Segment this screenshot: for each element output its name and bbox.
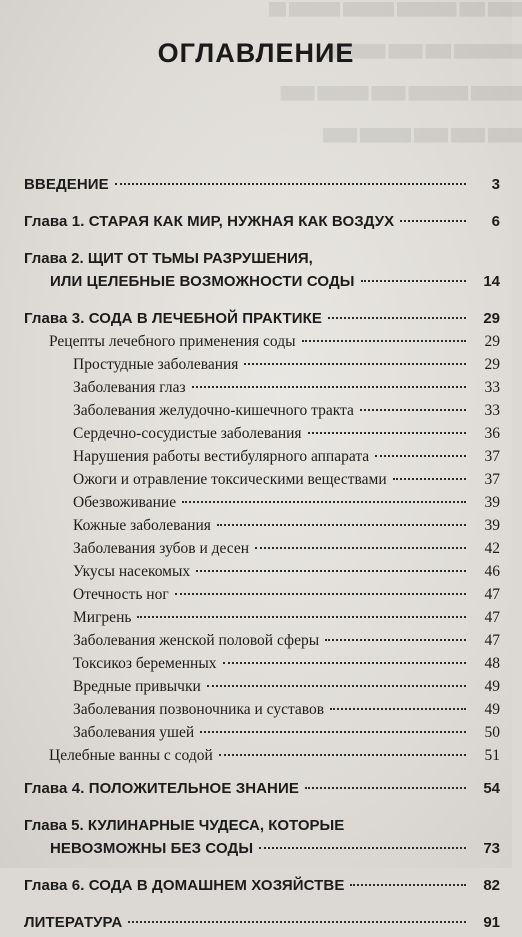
leader-dots bbox=[375, 455, 466, 457]
toc-page-number: 50 bbox=[484, 724, 500, 741]
toc-entry-recipe[interactable] bbox=[24, 632, 500, 655]
leader-dots bbox=[223, 662, 467, 664]
leader-dots bbox=[393, 478, 466, 480]
leader-dots bbox=[325, 639, 466, 641]
page-title: ОГЛАВЛЕНИЕ bbox=[157, 38, 355, 68]
toc-entry-label: Простудные заболевания bbox=[73, 356, 239, 373]
leader-dots bbox=[207, 685, 466, 687]
leader-dots bbox=[182, 501, 466, 503]
toc-page-number: 49 bbox=[484, 701, 500, 718]
leader-dots bbox=[217, 524, 466, 526]
toc-entry-recipe[interactable] bbox=[24, 494, 500, 517]
leader-dots bbox=[196, 570, 466, 572]
toc-page-number: 29 bbox=[484, 356, 500, 373]
toc-entry-label: Глава 4. ПОЛОЖИТЕЛЬНОЕ ЗНАНИЕ bbox=[24, 780, 299, 797]
toc-entry-chapter-2[interactable] bbox=[24, 250, 500, 296]
leader-dots bbox=[128, 921, 466, 923]
toc-entry-recipe[interactable] bbox=[24, 701, 500, 724]
leader-dots bbox=[175, 593, 466, 595]
toc-entry-label: Отечность ног bbox=[73, 586, 169, 603]
toc-entry-label: Вредные привычки bbox=[73, 678, 201, 695]
toc-entry-label: Заболевания ушей bbox=[73, 724, 195, 741]
show-through-text: ████ ███ ███████ ██████ ██████ ██ ████████ ███ ████ ███████ ██████ ███████ ████ ██████ ████ ████ ████ ████ ██████ ████ bbox=[268, 2, 522, 142]
toc-entry-label: ВВЕДЕНИЕ bbox=[24, 176, 109, 193]
leader-dots bbox=[328, 317, 466, 319]
toc-entry-label-line-2: ИЛИ ЦЕЛЕБНЫЕ ВОЗМОЖНОСТИ СОДЫ bbox=[50, 273, 355, 290]
toc-entry-recipe[interactable] bbox=[24, 586, 500, 609]
leader-dots bbox=[259, 847, 466, 849]
toc-page-number: 37 bbox=[484, 471, 500, 488]
toc-entry-label-line-2: НЕВОЗМОЖНЫ БЕЗ СОДЫ bbox=[50, 840, 254, 857]
toc-entry-recipe[interactable] bbox=[24, 517, 500, 540]
toc-entry-recipe[interactable] bbox=[24, 448, 500, 471]
toc-entry-label: Заболевания позвоночника и суставов bbox=[73, 701, 325, 718]
toc-entry-recipes[interactable] bbox=[24, 333, 500, 356]
toc-entry-literature[interactable] bbox=[24, 914, 500, 937]
leader-dots bbox=[255, 547, 466, 549]
toc-page-number: 46 bbox=[484, 563, 500, 580]
toc-entry-recipe[interactable] bbox=[24, 563, 500, 586]
toc-page-number: 54 bbox=[483, 780, 500, 797]
toc-entry-label: Заболевания глаз bbox=[73, 379, 186, 396]
toc-page-number: 39 bbox=[484, 494, 500, 511]
leader-dots bbox=[192, 386, 466, 388]
toc-page-number: 33 bbox=[484, 402, 500, 419]
toc-entry-recipe[interactable] bbox=[24, 471, 500, 494]
toc-page-number: 47 bbox=[484, 586, 500, 603]
toc-page-number: 42 bbox=[484, 540, 500, 557]
toc-entry-recipe[interactable] bbox=[24, 655, 500, 678]
toc-entry-label: ЛИТЕРАТУРА bbox=[24, 914, 123, 931]
toc-page-number: 33 bbox=[484, 379, 500, 396]
toc-entry-chapter-4[interactable] bbox=[24, 780, 500, 803]
toc-entry-label: Глава 3. СОДА В ЛЕЧЕБНОЙ ПРАКТИКЕ bbox=[24, 310, 322, 327]
toc-page-number: 37 bbox=[484, 448, 500, 465]
toc-entry-label: Мигрень bbox=[73, 609, 132, 626]
leader-dots bbox=[360, 409, 466, 411]
toc-entry-label: Ожоги и отравление токсическими веществами bbox=[73, 471, 387, 488]
leader-dots bbox=[115, 183, 466, 185]
toc-page-number: 48 bbox=[484, 655, 500, 672]
toc-page-number: 39 bbox=[484, 517, 500, 534]
table-of-contents bbox=[24, 176, 500, 937]
leader-dots bbox=[350, 884, 466, 886]
toc-entry-chapter-5[interactable] bbox=[24, 817, 500, 863]
toc-entry-recipe[interactable] bbox=[24, 356, 500, 379]
toc-page-number: 91 bbox=[483, 914, 500, 931]
leader-dots bbox=[200, 731, 466, 733]
leader-dots bbox=[330, 708, 466, 710]
toc-entry-recipe[interactable] bbox=[24, 540, 500, 563]
toc-page-number: 51 bbox=[484, 747, 500, 764]
toc-entry-label-line-1: Глава 2. ЩИТ ОТ ТЬМЫ РАЗРУШЕНИЯ, bbox=[24, 250, 313, 267]
toc-entry-chapter-6[interactable] bbox=[24, 877, 500, 900]
toc-entry-recipe[interactable] bbox=[24, 379, 500, 402]
toc-page-number: 14 bbox=[483, 273, 500, 290]
toc-page-number: 29 bbox=[484, 333, 500, 350]
toc-entry-label-line-1: Глава 5. КУЛИНАРНЫЕ ЧУДЕСА, КОТОРЫЕ bbox=[24, 817, 345, 834]
toc-entry-label: Рецепты лечебного применения соды bbox=[49, 333, 296, 350]
toc-page-number: 47 bbox=[484, 609, 500, 626]
toc-page-number: 73 bbox=[483, 840, 500, 857]
toc-entry-recipe[interactable] bbox=[24, 724, 500, 747]
leader-dots bbox=[361, 280, 466, 282]
toc-entry-recipe[interactable] bbox=[24, 678, 500, 701]
toc-entry-label: Нарушения работы вестибулярного аппарата bbox=[73, 448, 370, 465]
toc-page-number: 6 bbox=[491, 213, 500, 230]
toc-entry-baths[interactable] bbox=[24, 747, 500, 770]
leader-dots bbox=[302, 340, 466, 342]
toc-page-number: 82 bbox=[483, 877, 500, 894]
toc-page-number: 29 bbox=[483, 310, 500, 327]
toc-entry-recipe[interactable] bbox=[24, 402, 500, 425]
toc-entry-label: Целебные ванны с содой bbox=[49, 747, 213, 764]
toc-entry-label: Глава 1. СТАРАЯ КАК МИР, НУЖНАЯ КАК ВОЗДУХ bbox=[24, 213, 395, 230]
toc-entry-label: Заболевания зубов и десен bbox=[73, 540, 250, 557]
toc-entry-label: Заболевания желудочно-кишечного тракта bbox=[73, 402, 354, 419]
leader-dots bbox=[400, 220, 466, 222]
toc-entry-chapter-3[interactable] bbox=[24, 310, 500, 333]
toc-entry-label: Глава 6. СОДА В ДОМАШНЕМ ХОЗЯЙСТВЕ bbox=[24, 877, 345, 894]
leader-dots bbox=[219, 754, 466, 756]
toc-entry-label: Токсикоз беременных bbox=[73, 655, 217, 672]
toc-entry-recipe[interactable] bbox=[24, 425, 500, 448]
toc-page-number: 49 bbox=[484, 678, 500, 695]
leader-dots bbox=[137, 616, 466, 618]
leader-dots bbox=[308, 432, 466, 434]
toc-entry-intro[interactable] bbox=[24, 176, 500, 199]
toc-page-number: 3 bbox=[491, 176, 500, 193]
toc-entry-label: Обезвоживание bbox=[73, 494, 177, 511]
leader-dots bbox=[305, 787, 466, 789]
toc-page-number: 36 bbox=[484, 425, 500, 442]
toc-entry-label: Сердечно-сосудистые заболевания bbox=[73, 425, 302, 442]
toc-entry-recipe[interactable] bbox=[24, 609, 500, 632]
toc-page-number: 47 bbox=[484, 632, 500, 649]
toc-entry-label: Заболевания женской половой сферы bbox=[73, 632, 320, 649]
leader-dots bbox=[244, 363, 466, 365]
toc-entry-label: Укусы насекомых bbox=[73, 563, 191, 580]
toc-entry-chapter-1[interactable] bbox=[24, 213, 500, 236]
toc-entry-label: Кожные заболевания bbox=[73, 517, 211, 534]
